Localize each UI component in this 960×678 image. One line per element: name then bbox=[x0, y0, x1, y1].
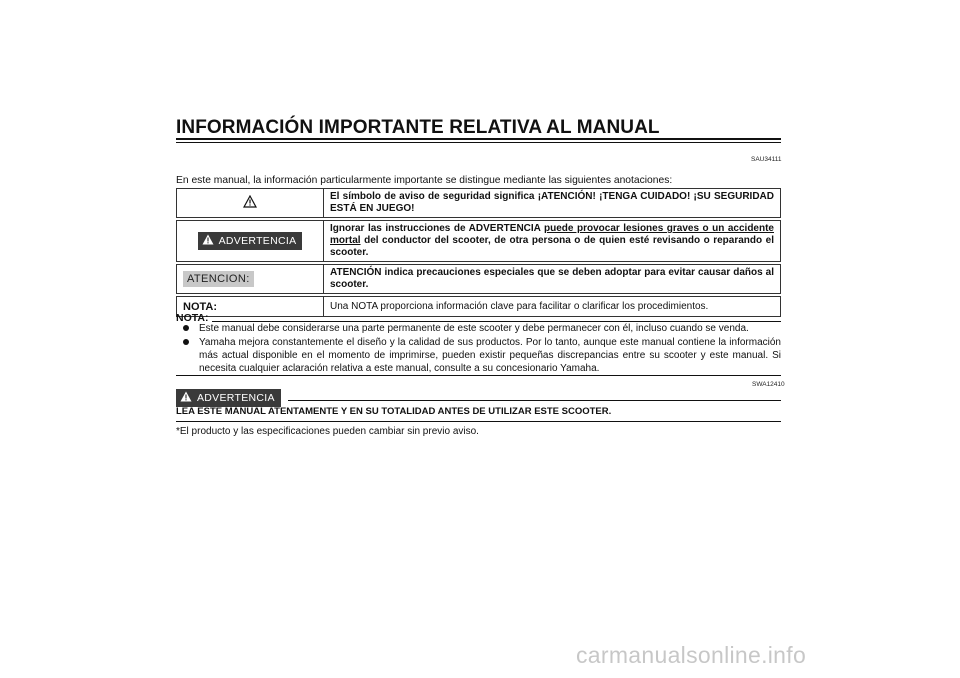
table-row bbox=[177, 265, 781, 294]
advertencia-desc-pre: Ignorar las instrucciones de ADVERTENCIA bbox=[330, 223, 545, 234]
symbol-cell bbox=[177, 189, 324, 218]
warning-rule-bottom bbox=[176, 421, 781, 422]
bullet-icon bbox=[183, 336, 199, 375]
bullet-icon bbox=[183, 322, 199, 335]
warning-triangle-icon bbox=[243, 200, 257, 211]
intro-text: En este manual, la información particularmente importante se distingue mediante las siguientes anotaciones: bbox=[176, 175, 673, 186]
advertencia-desc-post: del conductor del scooter, de otra persona o de quien esté revisando o reparando el scooter. bbox=[330, 235, 774, 258]
bullet-text: Yamaha mejora constantemente el diseño y la calidad de sus productos. Por lo tanto, aunque este manual contiene la información más actual disponible en el momento de imprimirse, pueden existir pequeñas discrepancias entre su scooter y este manual. Si necesita cualquier aclaración relativa a este manual, consulte a su concesionario Yamaha. bbox=[199, 337, 781, 374]
advertencia-badge-label: ADVERTENCIA bbox=[218, 235, 297, 247]
bullet-text: Este manual debe considerarse una parte permanente de este scooter y debe permanecer con él, incluso cuando se venda. bbox=[199, 323, 749, 334]
list-item bbox=[183, 322, 781, 335]
atencion-cell bbox=[177, 265, 324, 294]
advertencia-badge bbox=[198, 232, 303, 250]
atencion-badge: ATENCION: bbox=[183, 271, 254, 287]
nota-description: Una NOTA proporciona información clave para facilitar o clarificar los procedimientos. bbox=[324, 297, 781, 317]
title-rule-thin bbox=[176, 142, 781, 143]
nota-bullet-list bbox=[183, 322, 781, 376]
title-rule bbox=[176, 138, 781, 140]
page-title: INFORMACIÓN IMPORTANTE RELATIVA AL MANUAL bbox=[176, 117, 660, 138]
table-row bbox=[177, 189, 781, 218]
symbol-description: El símbolo de aviso de seguridad significa ¡ATENCIÓN! ¡TENGA CUIDADO! ¡SU SEGURIDAD ESTÁ EN JUEGO! bbox=[324, 189, 781, 218]
notation-table bbox=[176, 188, 781, 317]
footer-note: *El producto y las especificaciones pueden cambiar sin previo aviso. bbox=[176, 426, 479, 437]
warning-rule bbox=[288, 400, 781, 401]
atencion-description: ATENCIÓN indica precauciones especiales que se deben adoptar para evitar causar daños al scooter. bbox=[324, 265, 781, 294]
warning-triangle-icon bbox=[180, 391, 192, 405]
nota-label: NOTA: bbox=[183, 300, 218, 313]
advertencia-cell bbox=[177, 221, 324, 262]
warning-box bbox=[176, 389, 281, 407]
nota-heading: NOTA: bbox=[176, 312, 209, 324]
list-item bbox=[183, 336, 781, 375]
advertencia-description bbox=[324, 221, 781, 262]
warning-text: LEA ESTE MANUAL ATENTAMENTE Y EN SU TOTALIDAD ANTES DE UTILIZAR ESTE SCOOTER. bbox=[176, 406, 612, 417]
reference-code: SWA12410 bbox=[752, 381, 785, 388]
table-row bbox=[177, 297, 781, 317]
section-rule bbox=[176, 375, 781, 376]
watermark: carmanualsonline.info bbox=[576, 642, 807, 668]
advertencia-badge bbox=[176, 389, 281, 407]
table-row bbox=[177, 221, 781, 262]
advertencia-desc-underlined: puede provocar lesiones graves o un accidente mortal bbox=[330, 223, 774, 246]
advertencia-badge-label: ADVERTENCIA bbox=[197, 392, 275, 404]
warning-triangle-icon bbox=[202, 234, 214, 248]
reference-code: SAU34111 bbox=[751, 156, 782, 163]
